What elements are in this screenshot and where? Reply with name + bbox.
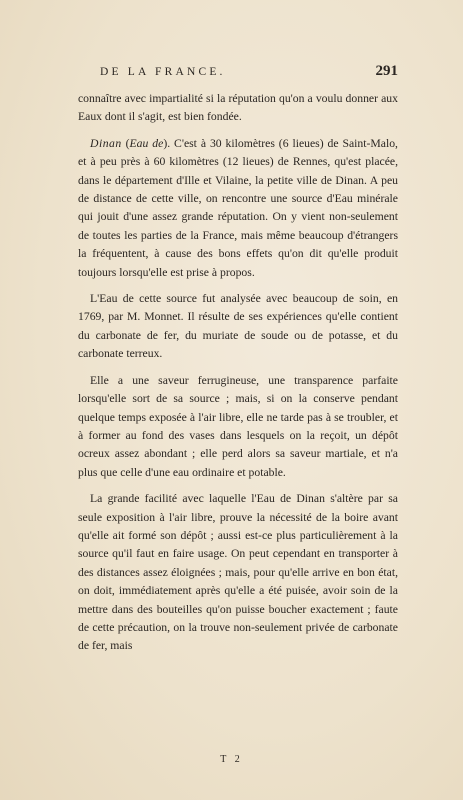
paragraph-text: Elle a une saveur ferrugineuse, une transparence parfaite lorsqu'elle sort de sa source ; mais, si on la conserve pendant quelque temps exposée à l'air libre, elle ne tarde pas à se troubler, et à former au fond des vases dans lesquels on la reçoit, un dépôt ocreux assez abondant ; elle perd alors sa saveur martiale, et n'a plus que celle d'une eau ordinaire et potable. — [78, 373, 398, 479]
paragraph-text: L'Eau de cette source fut analysée avec beaucoup de soin, en 1769, par M. Monnet. Il résulte de ses expériences qu'elle contient du carbonate de fer, du muriate de soude ou de potasse, et du carbonate terreux. — [78, 292, 398, 361]
paragraph-text: connaître avec impartialité si la réputation qu'on a voulu donner aux Eaux dont il s'agit, est bien fondée. — [78, 92, 398, 124]
printer-signature: T 2 — [220, 754, 243, 765]
page-number: 291 — [375, 63, 398, 79]
paragraph-text: C'est à 30 kilomètres (6 lieues) de Saint-Malo, et à peu près à 60 kilomètres (12 lieues) de Rennes, qu'est placée, dans le département d'Ille et Vilaine, la petite ville de Dinan. A peu de distance de cette ville, on rencontre une source d'Eau minérale qui jouit d'une assez grande réputation. On y vient non-seulement de toutes les parties de la France, mais même beaucoup d'étrangers la fréquentent, à cause des bons effets qu'on dit qu'elle produit toujours lorsqu'elle est prise à propos. — [78, 136, 398, 279]
entry-name: Dinan — [90, 136, 122, 150]
paragraph-usage — [78, 490, 398, 656]
body-text — [78, 90, 398, 664]
paragraph-entry-dinan: Dinan (Eau de). C'est à 30 kilomètres (6 lieues) de Saint-Malo, et à peu près à 60 kilomètres (12 lieues) de Rennes, qu'est placée, dans le département d'Ille et Vilaine, la petite ville de Dinan. A peu de distance de cette ville, on rencontre une source d'Eau minérale qui jouit d'une assez grande réputation. On y vient non-seulement de toutes les parties de la France, mais même beaucoup d'étrangers la fréquentent, à cause des bons effets qu'on dit qu'elle produit toujours lorsqu'elle est prise à propos. — [78, 136, 398, 279]
running-head: DE LA FRANCE. — [100, 66, 226, 78]
paragraph-properties — [78, 372, 398, 482]
paragraph-analysis — [78, 290, 398, 364]
paragraph-continuation — [78, 90, 398, 127]
paragraph-text: La grande facilité avec laquelle l'Eau de Dinan s'altère par sa seule exposition à l'air libre, prouve la nécessité de la boire avant qu'elle ait formé son dépôt ; aussi est-ce plus particulièrement à la source qu'il faut en faire usage. On peut cependant en transporter à des distances assez éloignées ; mais, pour qu'elle arrive en bon état, on doit, immédiatement après qu'elle a été puisée, avoir soin de la mettre dans des bouteilles qu'on puisse boucher exactement ; faute de cette précaution, on la trouve non-seulement privée de carbonate de fer, mais — [78, 492, 398, 653]
entry-subtitle: Eau de — [129, 136, 164, 150]
page-header — [78, 63, 398, 86]
